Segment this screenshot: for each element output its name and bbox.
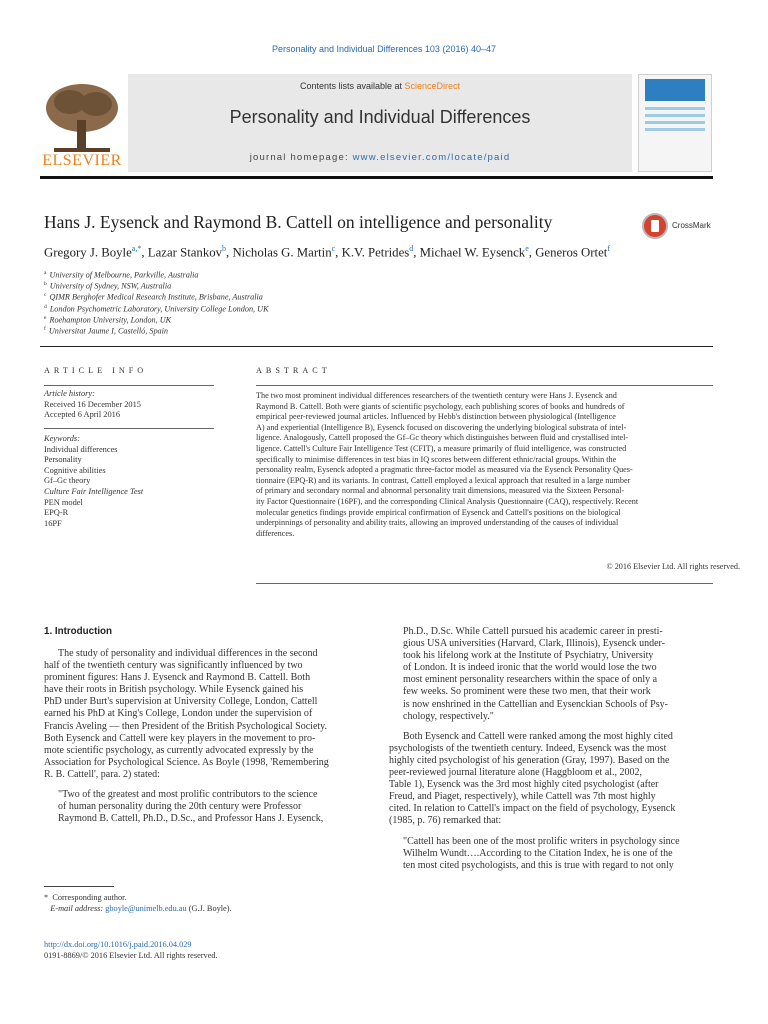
quote-line: of London. It is indeed ironic that the world would lose the two <box>403 662 657 674</box>
issn-line: 0191-8869/© 2016 Elsevier Ltd. All rights reserved. <box>44 951 218 961</box>
text-line: (1985, p. 76) remarked that: <box>389 815 502 827</box>
author-name: K.V. Petrides <box>341 245 410 260</box>
abstract-line: ity Factor Questionnaire (16PF), and the corresponding Clinical Analysis Questionnaire (CAQ), respectively. Recent <box>256 496 639 506</box>
abstract-line: molecular genetics findings provide empirical confirmation of Eysenck and Cattell's positions on the biological <box>256 507 621 517</box>
author-name: Nicholas G. Martin <box>232 245 332 260</box>
corresponding-author-footnote: * Corresponding author. E-mail address: gboyle@unimelb.edu.au (G.J. Boyle). <box>44 893 232 914</box>
crossmark-badge[interactable] <box>642 213 714 241</box>
text-line: mote scientific psychology, as currently advocated expressly by the <box>44 744 314 756</box>
affiliation-mark: a <box>44 270 47 276</box>
author-name: Generos Ortet <box>535 245 608 260</box>
affiliation-text: University of Melbourne, Parkville, Australia <box>49 270 199 280</box>
article-title: Hans J. Eysenck and Raymond B. Cattell on intelligence and personality <box>44 212 553 232</box>
text-line: PhD under Burt's supervision at University College, London, Cattell <box>44 696 318 708</box>
abstract-end-rule <box>256 583 713 584</box>
text-line: Freud, and Piaget, respectively), while Cattell was 7th most highly <box>389 791 656 803</box>
footnote-rule <box>44 886 114 887</box>
text-line: prominent figures: Hans J. Eysenck and Raymond B. Cattell. Both <box>44 672 311 684</box>
affiliation-mark: c <box>44 292 47 299</box>
paragraph <box>44 648 366 781</box>
abstract-heading: ABSTRACT <box>256 366 331 375</box>
text-line: Both Eysenck and Cattell were key players in the movement to pro- <box>44 732 316 744</box>
author-name: Michael W. Eysenck <box>419 245 526 260</box>
quote-line: Raymond B. Cattell, Ph.D., D.Sc., and Professor Hans J. Eysenck, <box>58 813 324 825</box>
homepage-line: journal homepage: www.elsevier.com/locate/paid <box>249 152 511 163</box>
block-quote <box>389 836 715 872</box>
keyword: Personality <box>44 455 82 465</box>
homepage-link[interactable]: www.elsevier.com/locate/paid <box>352 152 511 163</box>
affiliation-text: QIMR Berghofer Medical Research Institute, Brisbane, Australia <box>49 293 263 303</box>
quote-line: gious USA universities (Harvard, Clark, Illinois), Eysenck under- <box>403 638 665 650</box>
quote-line: ten most cited psychologists, and this is true with regard to not only <box>403 859 674 871</box>
affiliation-item <box>44 324 269 335</box>
quote-line: is now enshrined in the Cattellian and Eysenckian Schools of Psy- <box>403 698 668 710</box>
text-line: highly cited psychologist of his generation (Gray, 1997). Based on the <box>389 754 670 766</box>
abstract-line: of primary and secondary normal and abnormal personality trait dimensions, measured via the Sixteen Personal- <box>256 486 625 496</box>
article-info-rule <box>44 385 214 386</box>
keyword: Individual differences <box>44 444 118 454</box>
author-separator: , <box>335 245 342 260</box>
author-separator: , <box>226 245 233 260</box>
body-column-left <box>44 626 366 825</box>
keyword: 16PF <box>44 518 62 528</box>
text-line: earned his PhD at King's College, London under the supervision of <box>44 708 313 720</box>
quote-line: took his lifelong work at the Institute of Psychiatry, University <box>403 650 654 662</box>
quote-line: few weeks. So prominent were these two men, that their work <box>403 686 651 698</box>
author-separator: , <box>528 245 536 260</box>
section-heading: 1. Introduction <box>44 626 113 637</box>
abstract-line: differences. <box>256 528 295 538</box>
header-divider <box>40 176 713 179</box>
text-line: Table 1), Eysenck was the 3rd most highly cited psychologist (after <box>389 779 659 791</box>
abstract-line: The two most prominent individual differences researchers of the twentieth century were Hans J. Eysenck and <box>256 391 617 400</box>
affiliation-item <box>44 290 269 301</box>
affiliation-list <box>44 268 269 335</box>
author-separator: , <box>413 245 420 260</box>
text-line: Both Eysenck and Cattell were ranked among the most highly cited <box>403 730 673 742</box>
email-link[interactable]: gboyle@unimelb.edu.au <box>105 904 187 914</box>
crossmark-label: CrossMark <box>672 221 711 230</box>
affiliation-text: Universitat Jaume I, Castelló, Spain <box>48 326 169 336</box>
keyword-list: Keywords: Individual differences Personality Cognitive abilities Gf–Gc theory Culture Fair Intelligence Test PEN model EPQ-R 16PF <box>44 434 144 528</box>
article-history: Article history: Received 16 December 2015 Accepted 6 April 2016 <box>44 389 141 420</box>
text-line: The study of personality and individual differences in the second <box>58 648 318 659</box>
abstract-line: ligence. Analogously, Cattell proposed the Gf–Gc theory which distinguishes between fluid and crystallised intel- <box>256 433 629 443</box>
text-line: half of the twentieth century was significantly influenced by two <box>44 660 303 672</box>
contents-line: Contents lists available at ScienceDirect <box>299 81 461 91</box>
block-quote <box>44 789 366 825</box>
quote-line: Ph.D., D.Sc. While Cattell pursued his academic career in presti- <box>403 626 663 637</box>
abstract-line: tionnaire (EPQ-R) and its variants. In contrast, Cattell employed a lexical approach that resulted in a large number <box>256 475 631 485</box>
keyword: PEN model <box>44 497 83 507</box>
crossmark-icon <box>642 213 668 239</box>
keyword: Culture Fair Intelligence Test <box>44 486 144 496</box>
author-affiliation-mark[interactable]: b <box>222 244 227 253</box>
article-info-heading: ARTICLE INFO <box>44 366 148 375</box>
journal-banner <box>128 74 632 172</box>
affiliation-item <box>44 313 269 324</box>
paragraph <box>389 731 715 828</box>
abstract-line: A) and experiential (Intelligence B), Eysenck focused on discovering the underlying biological substrata of intel- <box>256 422 627 432</box>
keyword: Gf–Gc theory <box>44 476 91 486</box>
affiliation-mark: f <box>44 325 46 332</box>
body-column-right <box>389 626 715 872</box>
text-line: Francis Aveling — then President of the British Psychological Society. <box>44 720 328 732</box>
quote-line: "Cattell has been one of the most prolific writers in psychology since <box>403 835 680 847</box>
doi-block <box>44 939 218 961</box>
author-affiliation-mark[interactable]: c <box>331 244 336 253</box>
affiliation-item <box>44 279 269 290</box>
abstract-line: underpinnings of personality and ability traits, allowing an improved understanding of the causes of individual <box>256 518 619 528</box>
history-rule <box>44 428 214 429</box>
abstract-copyright: © 2016 Elsevier Ltd. All rights reserved. <box>606 562 740 571</box>
author-name: Gregory J. Boyle <box>44 245 132 260</box>
abstract-rule <box>256 385 713 386</box>
abstract-line: personality realm, Eysenck adopted a pragmatic three-factor model as measured via the Eysenck Personality Ques- <box>256 465 633 475</box>
journal-title: Personality and Individual Differences <box>229 107 531 127</box>
author-name: Lazar Stankov <box>147 245 223 260</box>
quote-line: most eminent personality researchers within the space of only a <box>403 674 658 686</box>
affiliation-text: London Psychometric Laboratory, University College London, UK <box>49 304 269 314</box>
author-affiliation-mark[interactable]: f <box>607 244 610 253</box>
author-affiliation-mark[interactable]: e <box>525 244 529 253</box>
sciencedirect-link[interactable]: ScienceDirect <box>404 81 461 91</box>
abstract-line: Raymond B. Cattell. Both were giants of scientific psychology, each publishing scores of books and hundreds of <box>256 401 625 411</box>
received-date: Received 16 December 2015 <box>44 399 141 409</box>
affiliation-text: University of Sydney, NSW, Australia <box>49 281 172 291</box>
journal-header <box>40 74 713 174</box>
elsevier-wordmark: ELSEVIER <box>42 152 122 169</box>
affiliation-item <box>44 302 269 313</box>
keyword: EPQ-R <box>44 508 69 518</box>
journal-citation[interactable]: Personality and Individual Differences 103 (2016) 40–47 <box>272 44 496 54</box>
affiliation-mark: b <box>44 281 47 288</box>
text-line: peer-reviewed journal literature alone (Haggbloom et al., 2002, <box>389 767 643 779</box>
author-list <box>44 244 724 260</box>
block-quote-continued <box>389 626 715 723</box>
keyword: Cognitive abilities <box>44 465 106 475</box>
author-affiliation-mark[interactable]: a,* <box>131 244 142 253</box>
quote-line: Wilhelm Wundt….According to the Citation Index, he is one of the <box>403 847 673 859</box>
text-line: psychologists of the twentieth century. Indeed, Eysenck was the most <box>389 742 667 754</box>
quote-line: of human personality during the 20th century were Professor <box>58 801 302 813</box>
abstract-text <box>256 391 742 539</box>
author-separator: , <box>141 245 148 260</box>
author-affiliation-mark[interactable]: d <box>409 244 414 253</box>
affiliation-mark: e <box>44 314 47 321</box>
quote-line: chology, respectively." <box>403 710 494 722</box>
affiliation-mark: d <box>44 303 47 310</box>
text-line: Association for Psychological Science. As Boyle (1998, 'Remembering <box>44 756 329 768</box>
affiliation-item <box>44 268 269 279</box>
text-line: cited. In relation to Cattell's impact on the field of psychology, Eysenck <box>389 803 676 815</box>
text-line: have their roots in British psychology. While Eysenck gained his <box>44 684 304 696</box>
journal-cover-thumbnail <box>638 74 712 172</box>
quote-line: "Two of the greatest and most prolific contributors to the science <box>58 789 318 801</box>
abstract-line: empirical peer-reviewed journal articles. Influenced by Hebb's distinction between physiological (Intelligence <box>256 412 616 422</box>
accepted-date: Accepted 6 April 2016 <box>44 410 121 420</box>
doi-link[interactable]: http://dx.doi.org/10.1016/j.paid.2016.04.029 <box>44 940 192 949</box>
abstract-line: ligence. Cattell's Culture Fair Intelligence Test (CFIT), a measure primarily of fluid intelligence, was constructed <box>256 443 627 453</box>
abstract-line: specifically to minimise differences in test bias in IQ scores between different ethnic/racial groups. Within the <box>256 454 617 464</box>
section-divider <box>40 346 713 347</box>
affiliation-text: Roehampton University, London, UK <box>49 315 172 325</box>
text-line: R. B. Cattell', para. 2) stated: <box>44 768 160 780</box>
